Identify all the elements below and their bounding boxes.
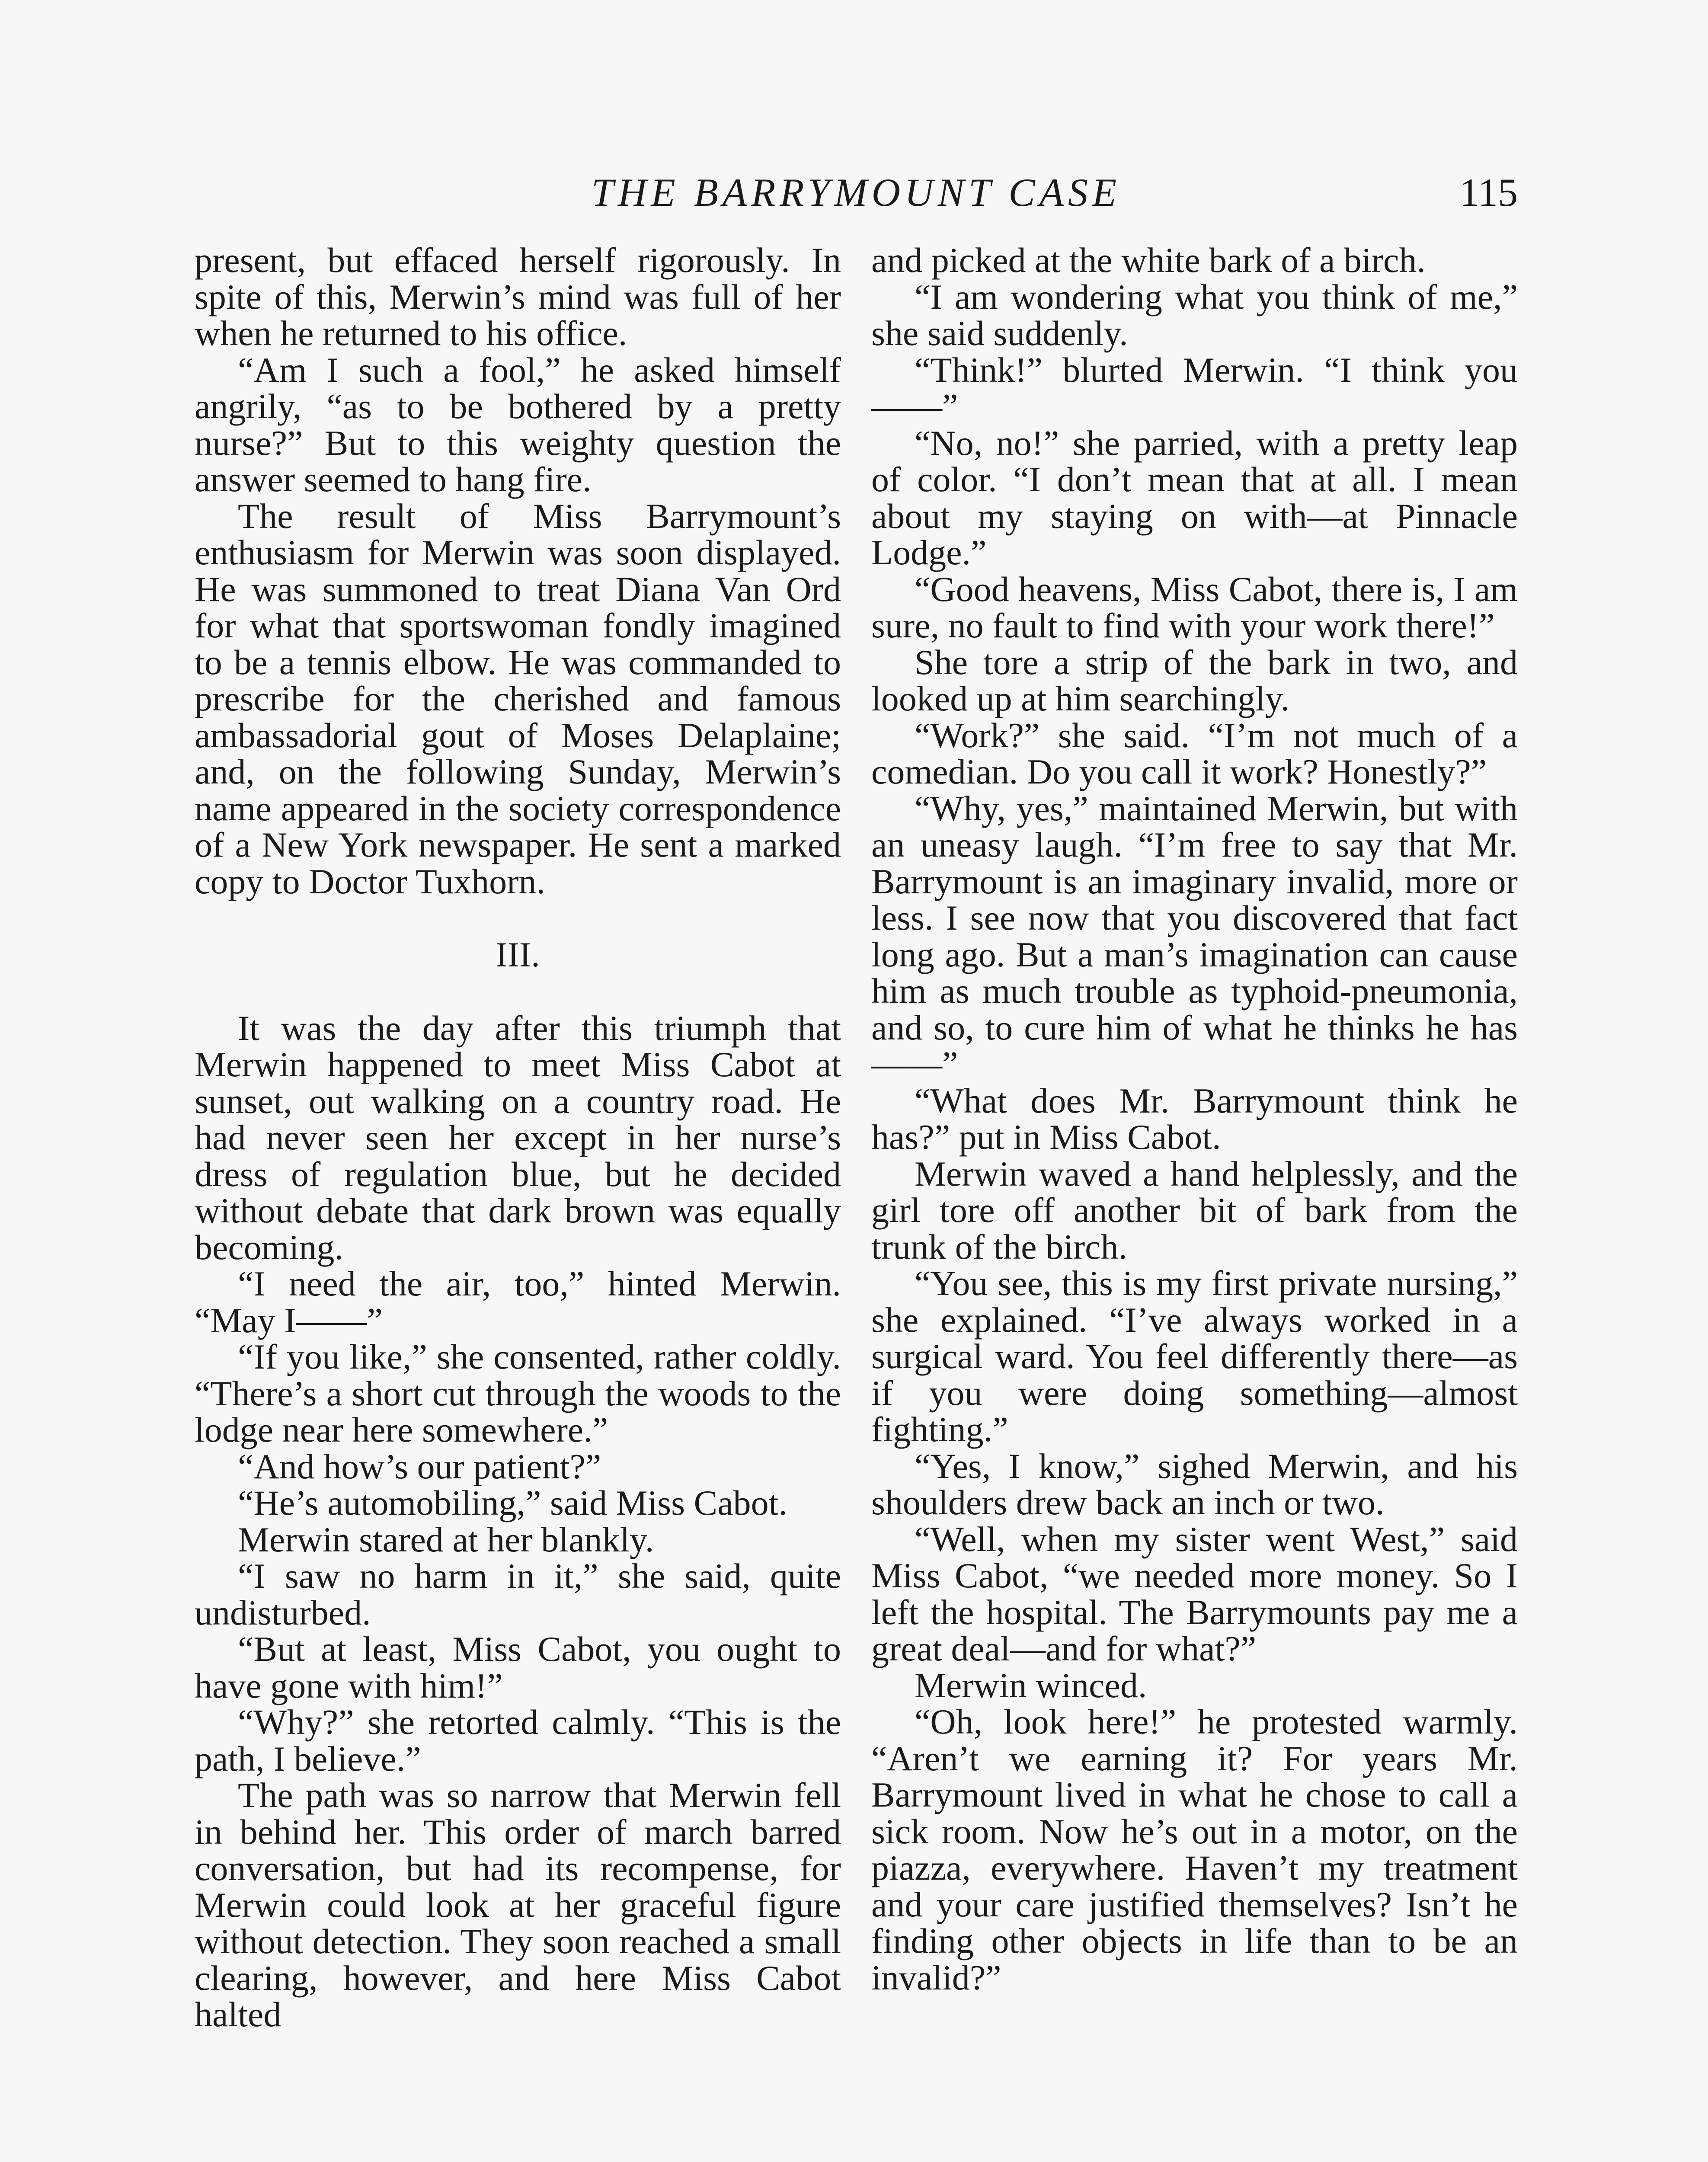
paragraph: It was the day after this triumph that Merwin happened to meet Miss Cabot at sunset, out walking on a country road. He had never seen her except in her nurse’s dress of regulation blue, but he decided without debate that dark brown was equally becoming. bbox=[195, 1008, 841, 1267]
paragraph: “If you like,” she consented, rather coldly. “There’s a short cut through the woods to the lodge near here somewhere.” bbox=[195, 1337, 841, 1449]
paragraph: She tore a strip of the bark in two, and looked up at him searchingly. bbox=[871, 642, 1518, 718]
paragraph: Merwin waved a hand helplessly, and the girl tore off another bit of bark from the trunk of the birch. bbox=[871, 1154, 1518, 1266]
page-number: 115 bbox=[1459, 170, 1518, 214]
paragraph: “What does Mr. Barrymount think he has?” put in Miss Cabot. bbox=[871, 1081, 1518, 1157]
paragraph: “Think!” blurted Merwin. “I think you——” bbox=[871, 350, 1518, 426]
right-column bbox=[871, 242, 1518, 1996]
section-heading: III. bbox=[496, 935, 540, 974]
paragraph: “No, no!” she parried, with a pretty leap of color. “I don’t mean that at all. I mean about my staying on with—at Pinnacle Lodge.” bbox=[871, 423, 1518, 572]
paragraph: The path was so narrow that Merwin fell in behind her. This order of march barred conversation, but had its recompense, for Merwin could look at her graceful figure without detection. They soon reached a small clearing, however, and here Miss Cabot halted bbox=[195, 1775, 841, 2034]
paragraph: “He’s automobiling,” said Miss Cabot. bbox=[238, 1483, 787, 1522]
paragraph: “And how’s our patient?” bbox=[238, 1446, 601, 1486]
paragraph: “Why?” she retorted calmly. “This is the path, I believe.” bbox=[195, 1702, 841, 1778]
paragraph: “Work?” she said. “I’m not much of a comedian. Do you call it work? Honestly?” bbox=[871, 715, 1518, 791]
paragraph: Merwin winced. bbox=[915, 1665, 1147, 1705]
paragraph: “Well, when my sister went West,” said Miss Cabot, “we needed more money. So I left the hospital. The Barrymounts pay me a great deal—and for what?” bbox=[871, 1519, 1518, 1668]
paragraph: “But at least, Miss Cabot, you ought to have gone with him!” bbox=[195, 1629, 841, 1705]
paragraph: The result of Miss Barrymount’s enthusiasm for Merwin was soon displayed. He was summoned to treat Diana Van Ord for what that sportswoman fondly imagined to be a tennis elbow. He was commanded to prescribe for the cherished and famous ambassadorial gout of Moses Delaplaine; and, on the following Sunday, Merwin’s name appeared in the society correspondence of a New York newspaper. He sent a marked copy to Doctor Tuxhorn. bbox=[195, 496, 841, 901]
paragraph: “I saw no harm in it,” she said, quite undisturbed. bbox=[195, 1556, 841, 1632]
paragraph: Merwin stared at her blankly. bbox=[238, 1519, 654, 1559]
paragraph: “I need the air, too,” hinted Merwin. “May I——” bbox=[195, 1264, 841, 1340]
page-header bbox=[195, 160, 1518, 225]
paragraph: “You see, this is my first private nursing,” she explained. “I’ve always worked in a surgical ward. You feel differently there—as if you were doing something—almost fighting.” bbox=[871, 1263, 1518, 1449]
paragraph: “Oh, look here!” he protested warmly. “Aren’t we earning it? For years Mr. Barrymount lived in what he chose to call a sick room. Now he’s out in a motor, on the piazza, everywhere. Haven’t my treatment and your care justified themselves? Isn’t he finding other objects in life than to be an invalid?” bbox=[871, 1702, 1518, 1997]
paragraph: “Yes, I know,” sighed Merwin, and his shoulders drew back an inch or two. bbox=[871, 1446, 1518, 1522]
paragraph: “I am wondering what you think of me,” she said suddenly. bbox=[871, 277, 1518, 353]
left-column bbox=[195, 242, 841, 2033]
paragraph: “Am I such a fool,” he asked himself angrily, “as to be bothered by a pretty nurse?” But to this weighty question the answer seemed to hang fire. bbox=[195, 350, 841, 499]
paragraph: “Good heavens, Miss Cabot, there is, I am sure, no fault to find with your work there!” bbox=[871, 569, 1518, 645]
paragraph: and picked at the white bark of a birch. bbox=[871, 240, 1426, 280]
running-title: THE BARRYMOUNT CASE bbox=[591, 170, 1121, 214]
paragraph: “Why, yes,” maintained Merwin, but with an uneasy laugh. “I’m free to say that Mr. Barrymount is an imaginary invalid, more or less. I see now that you discovered that fact long ago. But a man’s imagination can cause him as much trouble as typhoid-pneumonia, and so, to cure him of what he thinks he has——” bbox=[871, 788, 1518, 1084]
paragraph: present, but effaced herself rigorously. In spite of this, Merwin’s mind was full of her when he returned to his office. bbox=[195, 240, 841, 353]
